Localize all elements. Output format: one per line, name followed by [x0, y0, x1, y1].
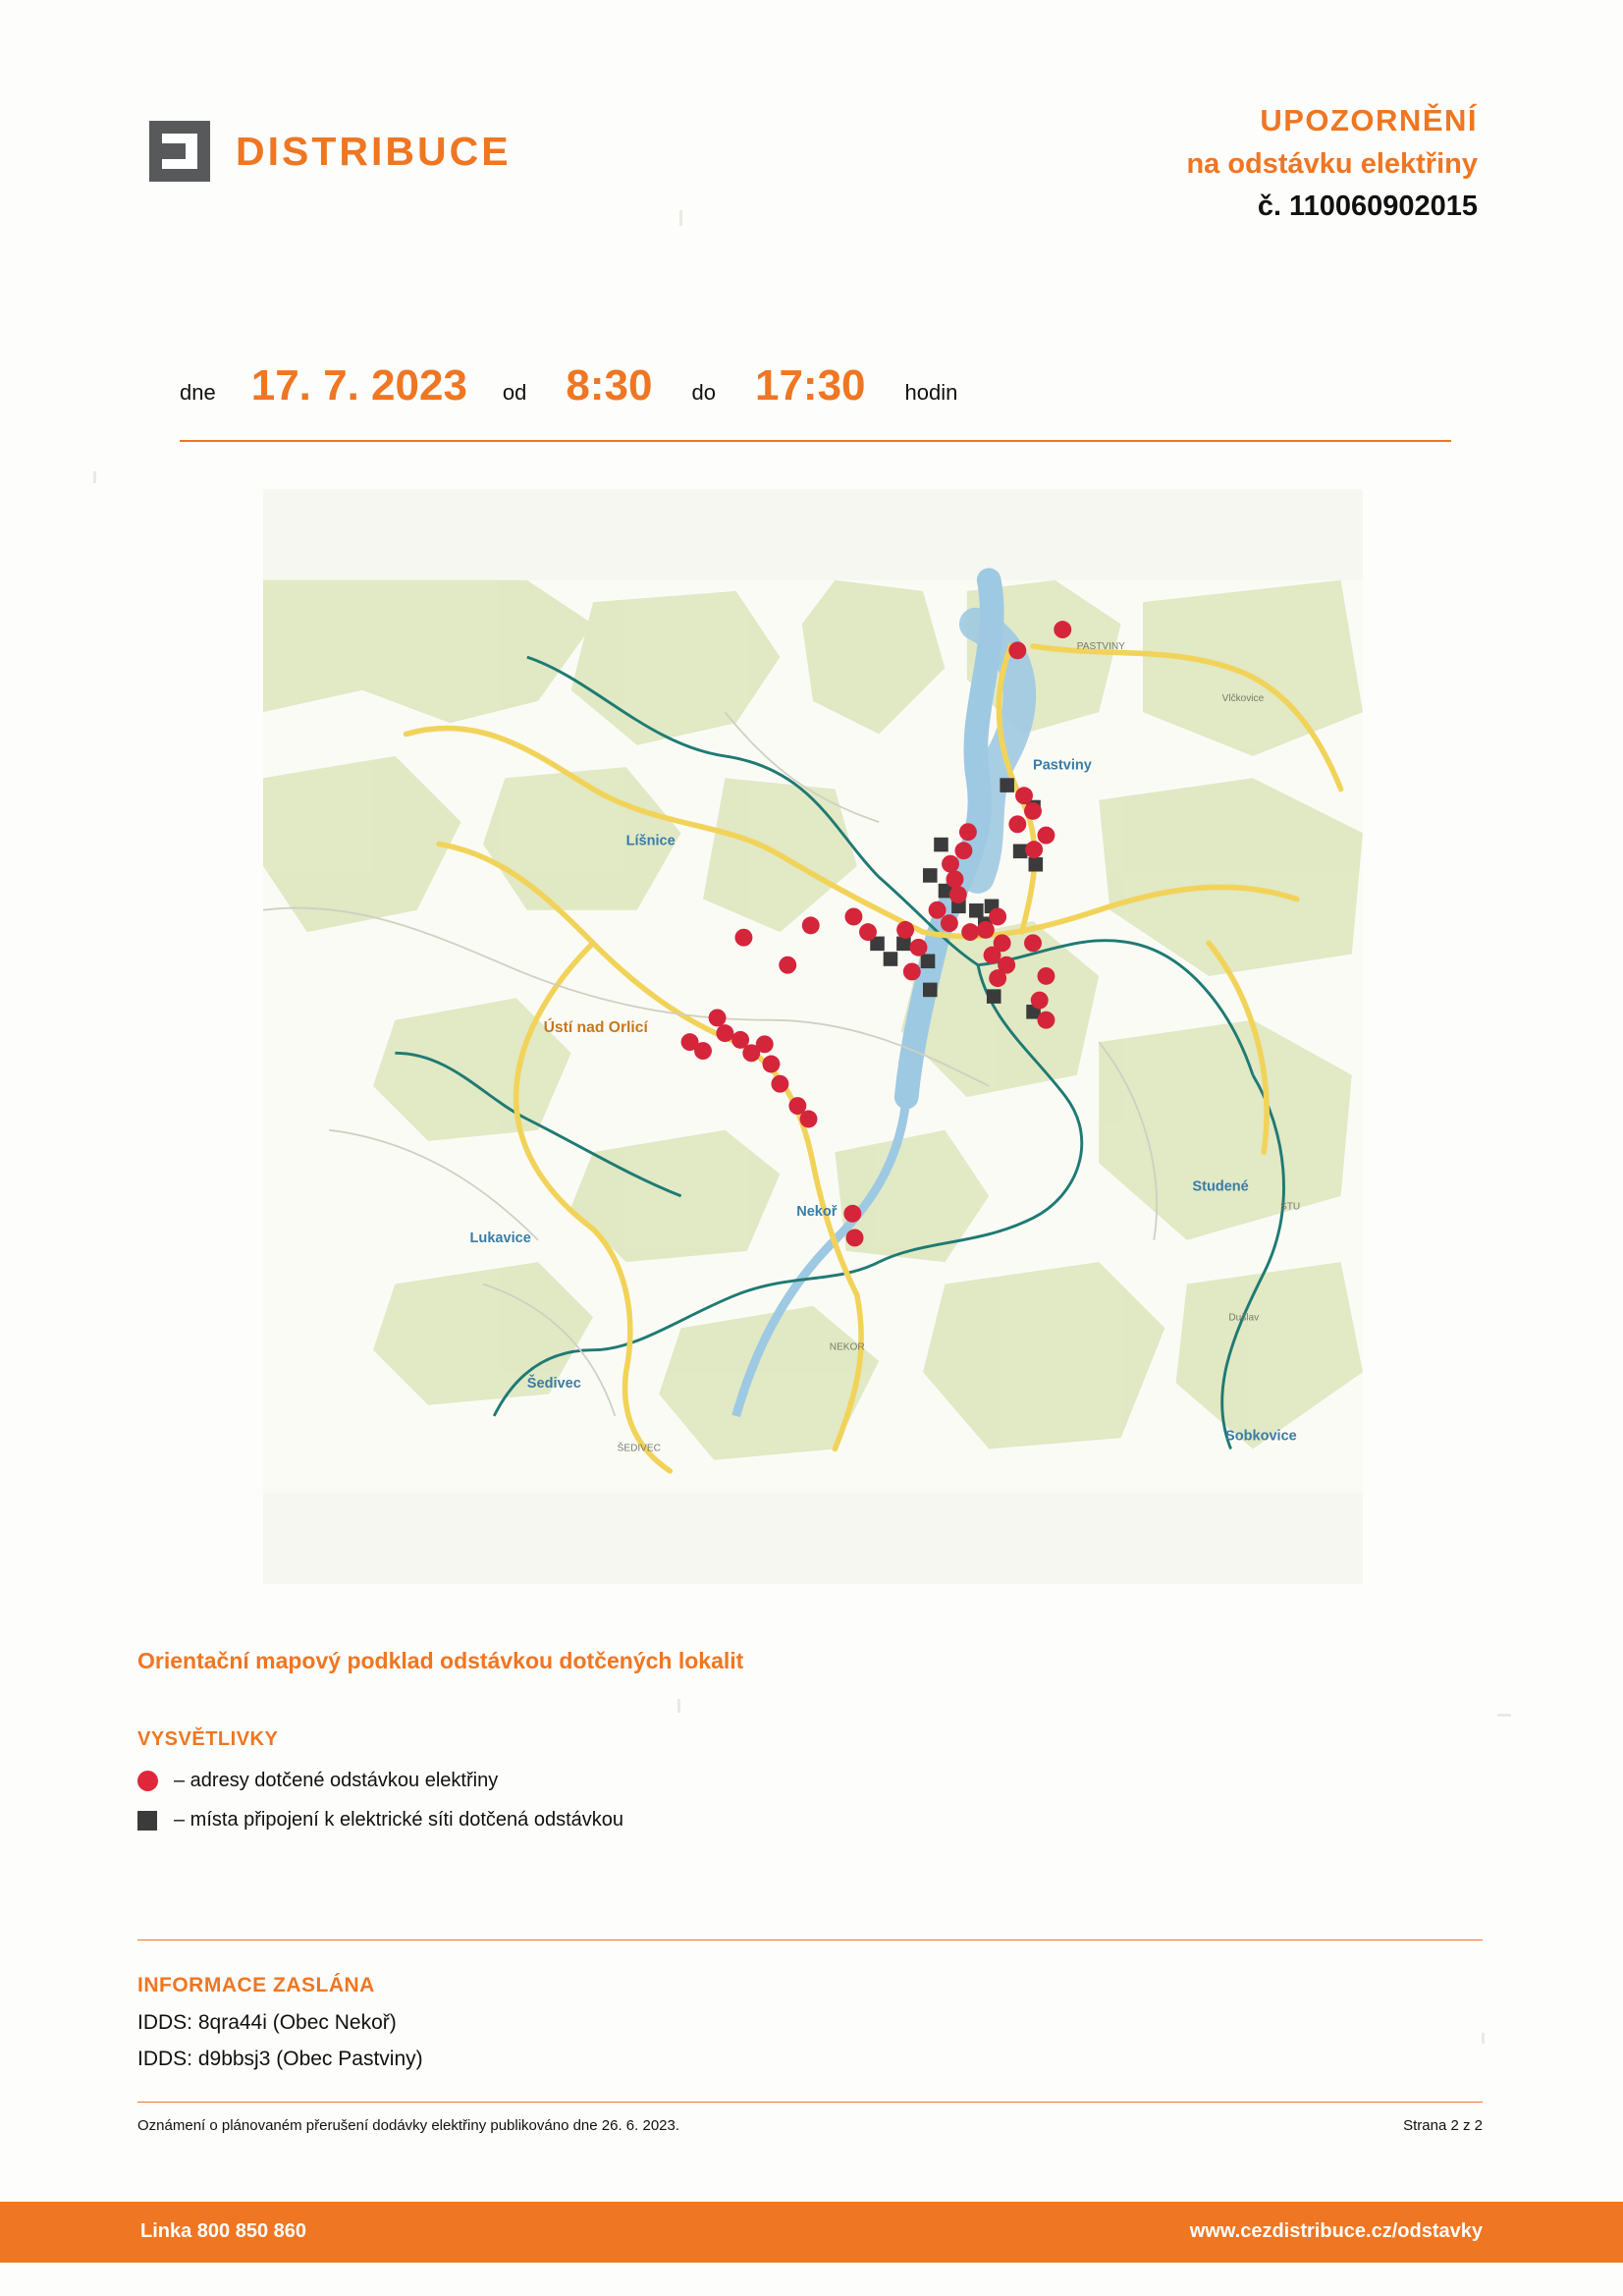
footer-website-link[interactable]: www.cezdistribuce.cz/odstavky: [1189, 2220, 1483, 2242]
svg-text:ŠEDIVEC: ŠEDIVEC: [617, 1443, 661, 1454]
svg-text:Pastviny: Pastviny: [1033, 757, 1092, 774]
info-line-nekor: IDDS: 8qra44i (Obec Nekoř): [137, 2011, 397, 2034]
legend-dot-icon: [137, 1771, 158, 1791]
scan-artifact: [1497, 1714, 1511, 1717]
label-to: do: [691, 380, 716, 405]
map-caption: Orientační mapový podklad odstávkou dotčených lokalit: [137, 1648, 744, 1673]
scan-artifact: [93, 471, 96, 483]
publication-note: Oznámení o plánovaném přerušení dodávky elektřiny publikováno dne 26. 6. 2023.: [137, 2117, 680, 2134]
legend-item-addresses: [137, 1770, 498, 1792]
svg-text:Líšnice: Líšnice: [625, 833, 676, 849]
legend-square-icon: [137, 1811, 157, 1831]
label-day: dne: [180, 380, 216, 405]
legend-item-connection-points: [137, 1809, 623, 1831]
page-number: Strana 2 z 2: [1403, 2117, 1483, 2134]
label-from: od: [502, 380, 527, 405]
notice-heading: [1186, 103, 1478, 223]
info-line-pastviny: IDDS: d9bbsj3 (Obec Pastviny): [137, 2048, 423, 2070]
outage-time-to: 17:30: [754, 361, 866, 410]
outage-map: [263, 489, 1363, 1584]
outage-time-from: 8:30: [566, 361, 653, 410]
notice-subtitle: na odstávku elektřiny: [1186, 148, 1478, 180]
svg-text:Studené: Studené: [1192, 1178, 1249, 1195]
scan-artifact: [679, 210, 682, 226]
divider-top: [137, 1940, 1483, 1941]
svg-text:Lukavice: Lukavice: [469, 1230, 531, 1246]
label-hours: hodin: [904, 380, 958, 405]
svg-text:NEKOR: NEKOR: [829, 1341, 865, 1353]
svg-text:PASTVINY: PASTVINY: [1076, 641, 1125, 653]
map-canvas: [263, 489, 1363, 1584]
brand-logo: [149, 121, 512, 182]
cez-e-logo-icon: [149, 121, 210, 182]
notice-number: č. 110060902015: [1257, 191, 1478, 222]
outage-date: 17. 7. 2023: [250, 361, 467, 410]
legend-title: VYSVĚTLIVKY: [137, 1728, 279, 1750]
svg-text:Nekoř: Nekoř: [796, 1204, 838, 1221]
legend-item-label: – adresy dotčené odstávkou elektřiny: [174, 1770, 499, 1791]
document-header: [0, 103, 1623, 260]
svg-text:Ústí nad Orlicí: Ústí nad Orlicí: [543, 1019, 648, 1037]
legend-item-label: – místa připojení k elektrické síti dotčená odstávkou: [174, 1809, 624, 1831]
footer-bar: [0, 2202, 1623, 2263]
svg-text:Vlčkovice: Vlčkovice: [1221, 692, 1265, 704]
brand-name: DISTRIBUCE: [236, 128, 512, 174]
footer-phone: Linka 800 850 860: [140, 2220, 307, 2242]
outage-schedule-bar: [180, 361, 1451, 442]
divider-bottom: [137, 2102, 1483, 2103]
svg-text:Sobkovice: Sobkovice: [1225, 1428, 1297, 1445]
svg-text:STU: STU: [1280, 1201, 1301, 1213]
scan-artifact: [677, 1699, 680, 1713]
notice-title: UPOZORNĚNÍ: [1260, 103, 1478, 137]
svg-text:Dušlav: Dušlav: [1228, 1312, 1260, 1324]
scan-artifact: [1482, 2033, 1485, 2044]
svg-text:Šedivec: Šedivec: [526, 1375, 581, 1392]
info-section-title: INFORMACE ZASLÁNA: [137, 1974, 375, 1996]
